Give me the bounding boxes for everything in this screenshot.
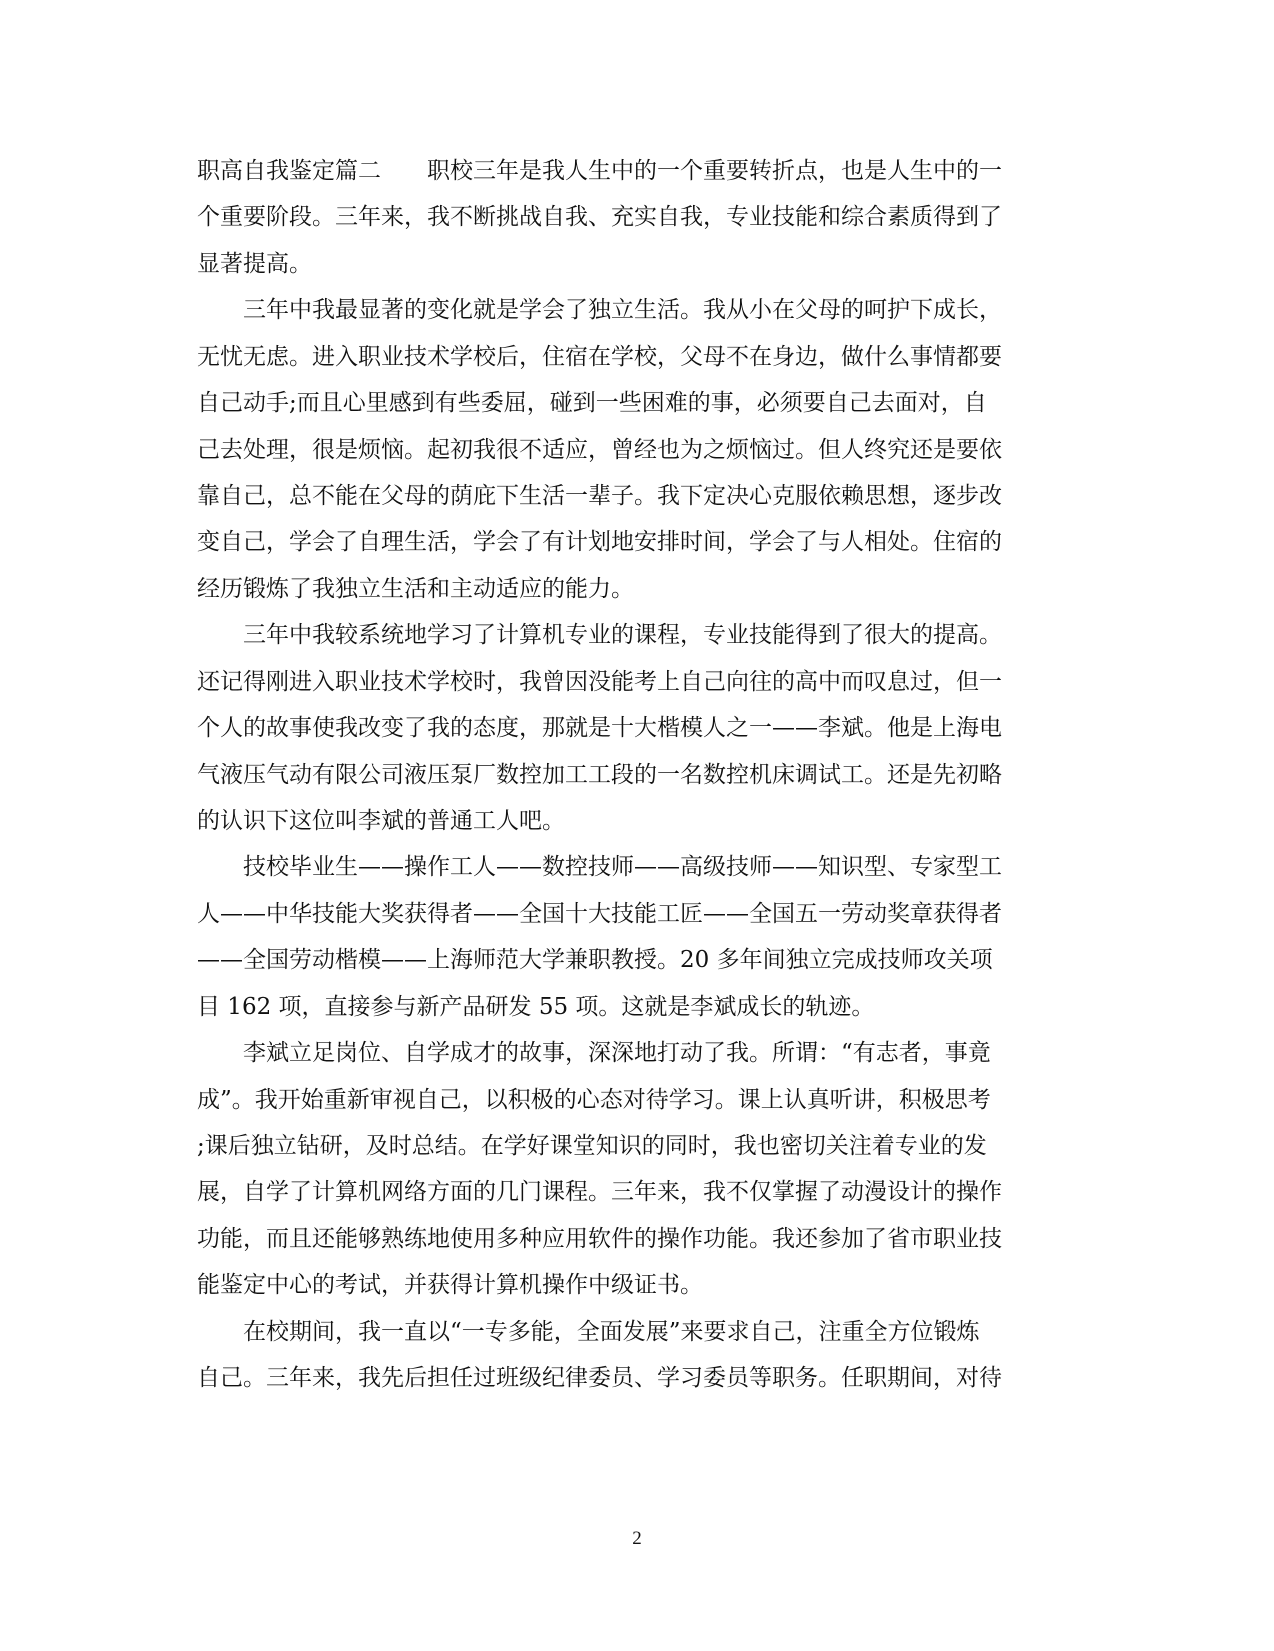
- text-line: 靠自己，总不能在父母的荫庇下生活一辈子。我下定决心克服依赖思想，逐步改: [197, 483, 1002, 509]
- text-line: 自己动手;而且心里感到有些委屈，碰到一些困难的事，必须要自己去面对，自: [197, 390, 987, 416]
- text-line: 功能，而且还能够熟练地使用多种应用软件的操作功能。我还参加了省市职业技: [197, 1226, 1002, 1252]
- text-line: 在校期间，我一直以“一专多能，全面发展”来要求自己，注重全方位锻炼: [197, 1319, 980, 1345]
- text-line: 显著提高。: [197, 251, 312, 277]
- text-line: 职高自我鉴定篇二 职校三年是我人生中的一个重要转折点，也是人生中的一: [197, 158, 1002, 184]
- text-line: 成”。我开始重新审视自己，以积极的心态对待学习。课上认真听讲，积极思考: [197, 1087, 991, 1113]
- text-line: 己去处理，很是烦恼。起初我很不适应，曾经也为之烦恼过。但人终究还是要依: [197, 437, 1002, 463]
- text-line: ;课后独立钻研，及时总结。在学好课堂知识的同时，我也密切关注着专业的发: [197, 1133, 987, 1159]
- text-line: 展，自学了计算机网络方面的几门课程。三年来，我不仅掌握了动漫设计的操作: [197, 1179, 1002, 1205]
- text-line: ——全国劳动楷模——上海师范大学兼职教授。20 多年间独立完成技师攻关项: [197, 947, 993, 973]
- text-line: 李斌立足岗位、自学成才的故事，深深地打动了我。所谓：“有志者，事竟: [197, 1040, 991, 1066]
- text-line: 三年中我较系统地学习了计算机专业的课程，专业技能得到了很大的提高。: [197, 622, 1002, 648]
- text-line: 自己。三年来，我先后担任过班级纪律委员、学习委员等职务。任职期间，对待: [197, 1365, 1002, 1391]
- text-line: 三年中我最显著的变化就是学会了独立生活。我从小在父母的呵护下成长，: [197, 297, 1002, 323]
- text-line: 还记得刚进入职业技术学校时，我曾因没能考上自己向往的高中而叹息过，但一: [197, 669, 1002, 695]
- page-number: 2: [632, 1528, 642, 1549]
- text-line: 技校毕业生——操作工人——数控技师——高级技师——知识型、专家型工: [197, 854, 1002, 880]
- text-line: 能鉴定中心的考试，并获得计算机操作中级证书。: [197, 1272, 703, 1298]
- text-line: 经历锻炼了我独立生活和主动适应的能力。: [197, 576, 634, 602]
- text-line: 无忧无虑。进入职业技术学校后，住宿在学校，父母不在身边，做什么事情都要: [197, 344, 1002, 370]
- text-line: 人——中华技能大奖获得者——全国十大技能工匠——全国五一劳动奖章获得者: [197, 901, 1002, 927]
- text-line: 的认识下这位叫李斌的普通工人吧。: [197, 808, 565, 834]
- text-line: 变自己，学会了自理生活，学会了有计划地安排时间，学会了与人相处。住宿的: [197, 529, 1002, 555]
- text-line: 个重要阶段。三年来，我不断挑战自我、充实自我，专业技能和综合素质得到了: [197, 204, 1002, 230]
- text-line: 气液压气动有限公司液压泵厂数控加工工段的一名数控机床调试工。还是先初略: [197, 762, 1002, 788]
- text-line: 目 162 项，直接参与新产品研发 55 项。这就是李斌成长的轨迹。: [197, 994, 875, 1020]
- text-line: 个人的故事使我改变了我的态度，那就是十大楷模人之一——李斌。他是上海电: [197, 715, 1002, 741]
